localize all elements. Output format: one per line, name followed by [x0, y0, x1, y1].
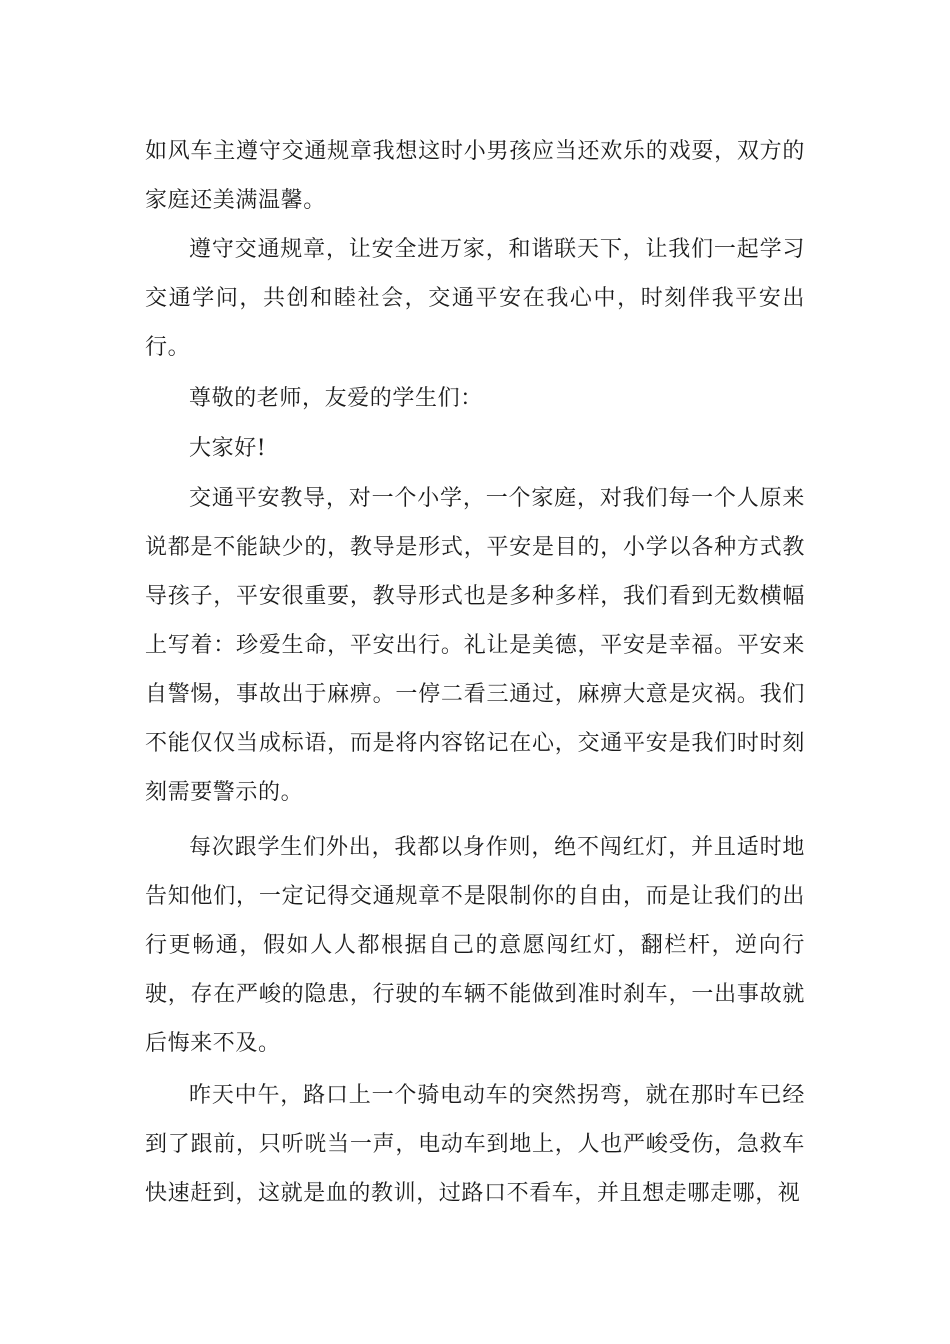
paragraph-continuation: 如风车主遵守交通规章我想这时小男孩应当还欢乐的戏耍，双方的家庭还美满温馨。: [145, 139, 805, 213]
paragraph-accident-story: 昨天中午，路口上一个骑电动车的突然拐弯，就在那时车已经到了跟前，只听咣当一声，电动车到地上，人也严峻受伤，急救车快速赶到，这就是血的教训，过路口不看车，并且想走哪走哪，视: [145, 1083, 805, 1206]
paragraph-lead-by-example: 每次跟学生们外出，我都以身作则，绝不闯红灯，并且适时地告知他们，一定记得交通规章不是限制你的自由，而是让我们的出行更畅通，假如人人都根据自己的意愿闯红灯，翻栏杆，逆向行驶，存在严峻的隐患，行驶的车辆不能做到准时刹车，一出事故就后悔来不及。: [145, 835, 805, 1056]
speech-salutation: 尊敬的老师，友爱的学生们：: [189, 386, 483, 411]
paragraph-safety-slogan: 遵守交通规章，让安全进万家，和谐联天下，让我们一起学习交通学问，共创和睦社会，交通平安在我心中，时刻伴我平安出行。: [145, 237, 805, 360]
speech-greeting: 大家好!: [189, 436, 267, 461]
paragraph-safety-education: 交通平安教导，对一个小学，一个家庭，对我们每一个人原来说都是不能缺少的，教导是形式，平安是目的，小学以各种方式教导孩子，平安很重要，教导形式也是多种多样，我们看到无数横幅上写着：珍爱生命，平安出行。礼让是美德，平安是幸福。平安来自警惕，事故出于麻痹。一停二看三通过，麻痹大意是灾祸。我们不能仅仅当成标语，而是将内容铭记在心，交通平安是我们时时刻刻需要警示的。: [145, 486, 805, 805]
